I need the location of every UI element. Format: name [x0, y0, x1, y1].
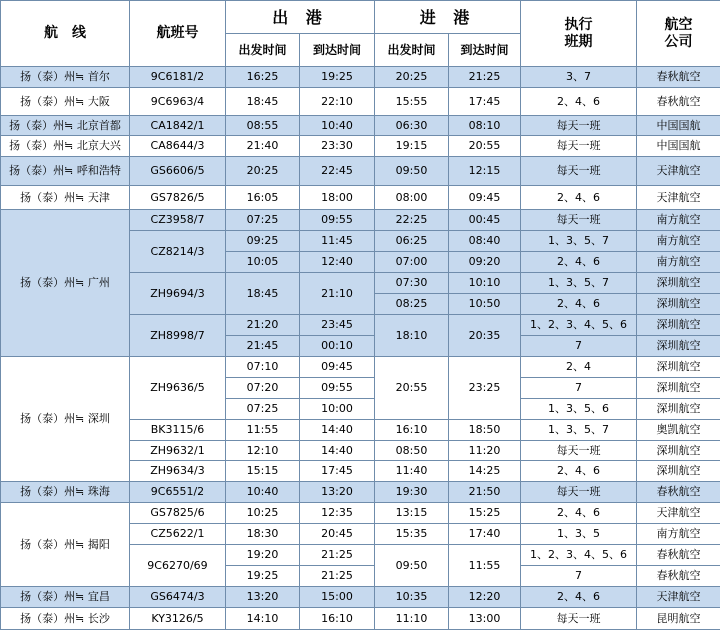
in-arr-cell: 23:25	[449, 357, 521, 420]
schedule-days-cell: 1、3、5	[521, 524, 637, 545]
out-dep-cell: 10:25	[226, 503, 300, 524]
in-dep-cell: 08:25	[375, 294, 449, 315]
header-schedule	[521, 1, 637, 67]
out-dep-cell: 18:30	[226, 524, 300, 545]
flight-no-cell: GS6474/3	[130, 587, 226, 608]
out-arr-cell: 09:55	[300, 210, 375, 231]
table-row	[1, 608, 720, 630]
out-dep-cell: 18:45	[226, 273, 300, 315]
out-dep-cell: 13:20	[226, 587, 300, 608]
in-dep-cell: 15:55	[375, 88, 449, 116]
out-dep-cell: 11:55	[226, 420, 300, 441]
airline-cell: 深圳航空	[637, 294, 720, 315]
airline-cell: 天津航空	[637, 186, 720, 210]
airline-cell: 南方航空	[637, 210, 720, 231]
in-dep-cell: 06:30	[375, 116, 449, 136]
table-row	[1, 136, 720, 157]
out-arr-cell: 13:20	[300, 482, 375, 503]
out-dep-cell: 07:25	[226, 399, 300, 420]
in-arr-cell: 00:45	[449, 210, 521, 231]
in-arr-cell: 09:45	[449, 186, 521, 210]
schedule-days-cell: 7	[521, 566, 637, 587]
route-cell: 扬（泰）州≒ 呼和浩特	[1, 157, 130, 186]
out-dep-cell: 16:25	[226, 67, 300, 88]
in-arr-cell: 18:50	[449, 420, 521, 441]
in-arr-cell: 13:00	[449, 608, 521, 630]
table-row	[1, 210, 720, 231]
flight-no-cell: 9C6551/2	[130, 482, 226, 503]
in-dep-cell: 19:30	[375, 482, 449, 503]
airline-cell: 深圳航空	[637, 315, 720, 336]
header-in-arr-time: 到达时间	[449, 34, 521, 67]
out-arr-cell: 23:30	[300, 136, 375, 157]
flight-no-cell: CZ8214/3	[130, 231, 226, 273]
header-out-dep-time: 出发时间	[226, 34, 300, 67]
header-airline-line1: 航空	[637, 17, 720, 34]
out-arr-cell: 09:45	[300, 357, 375, 378]
airline-cell: 奥凯航空	[637, 420, 720, 441]
flight-no-cell: 9C6270/69	[130, 545, 226, 587]
in-dep-cell: 22:25	[375, 210, 449, 231]
out-arr-cell: 09:55	[300, 378, 375, 399]
out-arr-cell: 18:00	[300, 186, 375, 210]
out-dep-cell: 20:25	[226, 157, 300, 186]
out-arr-cell: 10:40	[300, 116, 375, 136]
airline-cell: 南方航空	[637, 231, 720, 252]
schedule-days-cell: 3、7	[521, 67, 637, 88]
in-arr-cell: 21:25	[449, 67, 521, 88]
airline-cell: 中国国航	[637, 136, 720, 157]
out-arr-cell: 21:25	[300, 545, 375, 566]
table-row	[1, 157, 720, 186]
out-dep-cell: 07:20	[226, 378, 300, 399]
schedule-days-cell: 7	[521, 378, 637, 399]
header-out-arr-time: 到达时间	[300, 34, 375, 67]
out-dep-cell: 19:20	[226, 545, 300, 566]
route-cell: 扬（泰）州≒ 长沙	[1, 608, 130, 630]
airline-cell: 天津航空	[637, 157, 720, 186]
in-arr-cell: 11:20	[449, 441, 521, 461]
in-dep-cell: 11:40	[375, 461, 449, 482]
in-dep-cell: 18:10	[375, 315, 449, 357]
in-arr-cell: 21:50	[449, 482, 521, 503]
schedule-days-cell: 1、3、5、7	[521, 273, 637, 294]
out-dep-cell: 19:25	[226, 566, 300, 587]
out-arr-cell: 17:45	[300, 461, 375, 482]
out-arr-cell: 12:35	[300, 503, 375, 524]
route-cell: 扬（泰）州≒ 大阪	[1, 88, 130, 116]
flight-no-cell: BK3115/6	[130, 420, 226, 441]
route-cell: 扬（泰）州≒ 揭阳	[1, 503, 130, 587]
route-cell: 扬（泰）州≒ 北京大兴	[1, 136, 130, 157]
out-arr-cell: 11:45	[300, 231, 375, 252]
in-arr-cell: 08:40	[449, 231, 521, 252]
table-row	[1, 357, 720, 378]
out-arr-cell: 15:00	[300, 587, 375, 608]
out-arr-cell: 20:45	[300, 524, 375, 545]
out-arr-cell: 23:45	[300, 315, 375, 336]
out-dep-cell: 10:05	[226, 252, 300, 273]
out-dep-cell: 12:10	[226, 441, 300, 461]
in-dep-cell: 11:10	[375, 608, 449, 630]
out-arr-cell: 12:40	[300, 252, 375, 273]
in-dep-cell: 08:50	[375, 441, 449, 461]
schedule-days-cell: 每天一班	[521, 157, 637, 186]
in-arr-cell: 20:55	[449, 136, 521, 157]
flight-no-cell: 9C6963/4	[130, 88, 226, 116]
out-arr-cell: 10:00	[300, 399, 375, 420]
in-arr-cell: 09:20	[449, 252, 521, 273]
out-dep-cell: 10:40	[226, 482, 300, 503]
schedule-days-cell: 7	[521, 336, 637, 357]
header-airline	[637, 1, 720, 67]
header-schedule-line1: 执行	[521, 17, 636, 34]
in-dep-cell: 10:35	[375, 587, 449, 608]
table-row	[1, 88, 720, 116]
out-arr-cell: 22:45	[300, 157, 375, 186]
out-arr-cell: 00:10	[300, 336, 375, 357]
in-arr-cell: 10:10	[449, 273, 521, 294]
in-arr-cell: 12:15	[449, 157, 521, 186]
airline-cell: 深圳航空	[637, 357, 720, 378]
in-dep-cell: 16:10	[375, 420, 449, 441]
schedule-days-cell: 每天一班	[521, 482, 637, 503]
flight-no-cell: ZH9632/1	[130, 441, 226, 461]
schedule-days-cell: 1、3、5、7	[521, 420, 637, 441]
flight-no-cell: GS7826/5	[130, 186, 226, 210]
in-dep-cell: 15:35	[375, 524, 449, 545]
airline-cell: 中国国航	[637, 116, 720, 136]
table-row	[1, 186, 720, 210]
in-dep-cell: 20:55	[375, 357, 449, 420]
header-arrival-port: 进 港	[375, 1, 521, 34]
header-airline-line2: 公司	[637, 34, 720, 51]
route-cell: 扬（泰）州≒ 广州	[1, 210, 130, 357]
header-departure-port: 出 港	[226, 1, 375, 34]
out-dep-cell: 16:05	[226, 186, 300, 210]
airline-cell: 春秋航空	[637, 482, 720, 503]
route-cell: 扬（泰）州≒ 深圳	[1, 357, 130, 482]
flight-no-cell: ZH8998/7	[130, 315, 226, 357]
header-flight-no: 航班号	[130, 1, 226, 67]
airline-cell: 春秋航空	[637, 88, 720, 116]
out-dep-cell: 08:55	[226, 116, 300, 136]
route-cell: 扬（泰）州≒ 北京首都	[1, 116, 130, 136]
flight-no-cell: ZH9694/3	[130, 273, 226, 315]
in-dep-cell: 13:15	[375, 503, 449, 524]
schedule-days-cell: 2、4、6	[521, 186, 637, 210]
schedule-days-cell: 每天一班	[521, 136, 637, 157]
flight-no-cell: GS7825/6	[130, 503, 226, 524]
schedule-days-cell: 每天一班	[521, 210, 637, 231]
out-arr-cell: 21:10	[300, 273, 375, 315]
in-arr-cell: 17:40	[449, 524, 521, 545]
route-cell: 扬（泰）州≒ 天津	[1, 186, 130, 210]
out-dep-cell: 09:25	[226, 231, 300, 252]
schedule-days-cell: 每天一班	[521, 441, 637, 461]
in-arr-cell: 17:45	[449, 88, 521, 116]
header-route: 航 线	[1, 1, 130, 67]
in-arr-cell: 08:10	[449, 116, 521, 136]
in-arr-cell: 20:35	[449, 315, 521, 357]
in-dep-cell: 20:25	[375, 67, 449, 88]
in-dep-cell: 09:50	[375, 157, 449, 186]
schedule-days-cell: 每天一班	[521, 608, 637, 630]
schedule-days-cell: 2、4、6	[521, 294, 637, 315]
schedule-days-cell: 2、4、6	[521, 88, 637, 116]
route-cell: 扬（泰）州≒ 宜昌	[1, 587, 130, 608]
out-dep-cell: 07:25	[226, 210, 300, 231]
airline-cell: 深圳航空	[637, 378, 720, 399]
in-dep-cell: 06:25	[375, 231, 449, 252]
table-row	[1, 482, 720, 503]
schedule-days-cell: 1、2、3、4、5、6	[521, 315, 637, 336]
flight-no-cell: KY3126/5	[130, 608, 226, 630]
flight-no-cell: ZH9634/3	[130, 461, 226, 482]
airline-cell: 深圳航空	[637, 461, 720, 482]
airline-cell: 深圳航空	[637, 399, 720, 420]
schedule-days-cell: 2、4	[521, 357, 637, 378]
in-dep-cell: 08:00	[375, 186, 449, 210]
out-dep-cell: 21:20	[226, 315, 300, 336]
out-arr-cell: 16:10	[300, 608, 375, 630]
in-dep-cell: 07:00	[375, 252, 449, 273]
flight-no-cell: 9C6181/2	[130, 67, 226, 88]
in-arr-cell: 14:25	[449, 461, 521, 482]
route-cell: 扬（泰）州≒ 首尔	[1, 67, 130, 88]
schedule-days-cell: 1、3、5、6	[521, 399, 637, 420]
out-arr-cell: 14:40	[300, 441, 375, 461]
out-dep-cell: 18:45	[226, 88, 300, 116]
table-row	[1, 67, 720, 88]
airline-cell: 天津航空	[637, 503, 720, 524]
route-cell: 扬（泰）州≒ 珠海	[1, 482, 130, 503]
schedule-days-cell: 2、4、6	[521, 461, 637, 482]
schedule-days-cell: 2、4、6	[521, 503, 637, 524]
in-dep-cell: 09:50	[375, 545, 449, 587]
airline-cell: 南方航空	[637, 524, 720, 545]
in-dep-cell: 07:30	[375, 273, 449, 294]
schedule-days-cell: 2、4、6	[521, 252, 637, 273]
flight-no-cell: CA8644/3	[130, 136, 226, 157]
schedule-days-cell: 1、2、3、4、5、6	[521, 545, 637, 566]
schedule-days-cell: 2、4、6	[521, 587, 637, 608]
out-arr-cell: 14:40	[300, 420, 375, 441]
in-arr-cell: 15:25	[449, 503, 521, 524]
in-arr-cell: 12:20	[449, 587, 521, 608]
airline-cell: 深圳航空	[637, 441, 720, 461]
schedule-days-cell: 每天一班	[521, 116, 637, 136]
out-arr-cell: 19:25	[300, 67, 375, 88]
airline-cell: 春秋航空	[637, 545, 720, 566]
airline-cell: 天津航空	[637, 587, 720, 608]
airline-cell: 深圳航空	[637, 273, 720, 294]
airline-cell: 春秋航空	[637, 566, 720, 587]
table-row	[1, 116, 720, 136]
out-dep-cell: 15:15	[226, 461, 300, 482]
flight-no-cell: ZH9636/5	[130, 357, 226, 420]
airline-cell: 深圳航空	[637, 336, 720, 357]
flight-no-cell: CZ3958/7	[130, 210, 226, 231]
out-arr-cell: 22:10	[300, 88, 375, 116]
flight-no-cell: CA1842/1	[130, 116, 226, 136]
out-arr-cell: 21:25	[300, 566, 375, 587]
out-dep-cell: 21:45	[226, 336, 300, 357]
in-dep-cell: 19:15	[375, 136, 449, 157]
header-in-dep-time: 出发时间	[375, 34, 449, 67]
in-arr-cell: 11:55	[449, 545, 521, 587]
out-dep-cell: 07:10	[226, 357, 300, 378]
table-row	[1, 503, 720, 524]
airline-cell: 春秋航空	[637, 67, 720, 88]
flight-no-cell: GS6606/5	[130, 157, 226, 186]
out-dep-cell: 14:10	[226, 608, 300, 630]
schedule-days-cell: 1、3、5、7	[521, 231, 637, 252]
airline-cell: 南方航空	[637, 252, 720, 273]
in-arr-cell: 10:50	[449, 294, 521, 315]
flight-no-cell: CZ5622/1	[130, 524, 226, 545]
table-row	[1, 587, 720, 608]
header-schedule-line2: 班期	[521, 34, 636, 51]
out-dep-cell: 21:40	[226, 136, 300, 157]
airline-cell: 昆明航空	[637, 608, 720, 630]
